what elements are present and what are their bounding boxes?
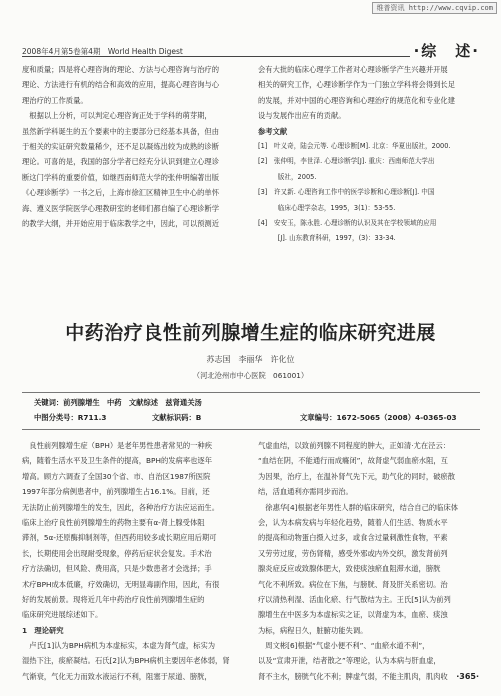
reference-item: [3] 许又新. 心理咨询工作中的医学诊断和心理诊断[J]. 中国 <box>258 188 435 197</box>
text-line: 海、遵义医学院医学心理教研室的老师们都自编了心理诊断学 <box>22 203 220 213</box>
text-line: 《心理诊断学》一书之后，上海市徐汇区精神卫生中心的单怀 <box>22 188 220 198</box>
article-left-column <box>22 438 244 684</box>
text-line: 术疗BPH成本低廉，疗效确切，无明显毒副作用，因此，有很 <box>22 579 220 589</box>
header-section-label: ·综 述· <box>413 42 480 60</box>
text-line: 长，长期使用会出现耐受现象，停药后症状会复发。手术治 <box>22 548 212 558</box>
clc-number: 中图分类号：R711.3 <box>34 413 107 422</box>
text-line: 临床研究进展综述如下。 <box>22 610 103 620</box>
text-line: 气化不利所致。病位在下焦，与膀胱、肾及肝关系密切。治 <box>258 579 448 589</box>
text-line: 良性前列腺增生症（BPH）是老年男性患者常见的一种疾 <box>22 441 213 450</box>
text-line: 根据以上分析，可以判定心理咨询正处于学科的萌芽期， <box>22 111 212 121</box>
text-line: 为标，病程日久，脏腑功能失调。 <box>258 625 368 635</box>
text-line: 断这门学科的重要价值，如继西南师范大学的张仲明编著出版 <box>22 172 220 182</box>
text-line: 度和质量；四是将心理咨询的理论、方法与心理咨询与治疗的 <box>22 65 220 74</box>
article-keywords: 关键词：前列腺增生 中药 文献综述 兹肾通关汤 <box>34 398 202 407</box>
text-line: 腺增生在中医多为本虚标实之证，以肾虚为本，血瘀、痰浊 <box>258 610 448 620</box>
header-rule <box>22 56 410 57</box>
reference-item: [1] 叶义奇，陆会元等. 心理诊断[M]. 北京：华夏出版社，2000. <box>258 141 451 150</box>
article-authors: 苏志国 李丽华 许化位 <box>206 355 295 364</box>
text-line: 结，活血通利亦需同步而治。 <box>258 487 353 497</box>
text-line: 增高。顾方六调查了全国30个省、市、自治区1987所医院 <box>22 471 211 481</box>
text-line: 设与发展作出应有的贡献。 <box>258 111 346 121</box>
text-line: 肾不主水，膀胱气化不利；脾虚气弱，不能主肌肉，肌肉收 <box>258 671 448 681</box>
text-line: 无法防止前列腺增生的发生，因此，各种治疗方法应运而生。 <box>22 502 220 512</box>
text-line: 会有大批的临床心理学工作者对心理诊断学产生兴趣并开展 <box>258 65 448 74</box>
text-line: 湿热下注，痰瘀凝结。石氏[2]认为BPH病机主要因年老体弱，肾 <box>22 656 230 666</box>
header-journal-info: 2008年4月第5卷第4期 World Health Digest <box>22 47 183 56</box>
article-right-column <box>258 438 480 684</box>
text-line: 滞剂，5α-还原酶抑制剂等，但西药用较多或长期应用后期可 <box>22 533 217 543</box>
text-line: 的教学大纲，并开始应用于临床教学之中，因此，可以预测近 <box>22 218 220 228</box>
text-line: 疗以清热利湿、活血化瘀、行气散结为主。王氏[5]认为前列 <box>258 594 451 604</box>
text-line: 疗方法确切，但风险、费用高，只是少数患者才会选择；手 <box>22 564 212 574</box>
text-line: 为因果，治疗上，在温补肾气先下元，助气化的同时，破瘀散 <box>258 471 456 481</box>
running-header <box>22 44 480 58</box>
reference-item: [4] 安安玉，陈永胜. 心理诊断的认识及其在学校领域的应用 <box>258 218 437 227</box>
text-line: 1997年部分病例患者中，前列腺增生占16.1%。目前，还 <box>22 487 210 497</box>
text-line: 徐惠华[4]根据老年男性人群的临床研究，结合自己的临床体 <box>258 502 459 512</box>
reference-item: 临床心理学杂志，1995，3(1)：53-55. <box>258 203 396 212</box>
text-line: 的提高和动物蛋白摄入过多，或食含过量刺激性食物，平素 <box>258 533 448 543</box>
article-title: 中药治疗良性前列腺增生症的临床研究进展 <box>65 322 436 344</box>
article-number: 文章编号：1672-5065（2008）4-0365-03 <box>300 413 457 422</box>
section-heading: 1 理论研究 <box>22 625 64 635</box>
text-line: 又劳劳过度，劳伤肾精，感受外邪或内外交织，激发肾前列 <box>258 548 448 558</box>
reference-item: [J]. 山东教育科研，1997，(3)：33-34. <box>258 234 396 243</box>
text-line: 腺炎症反应或致腺体肥大，致使痰浊瘀血阻滞水道，膀胱 <box>258 564 441 574</box>
text-line: 气虚血结，以致前列腺不同程度的肿大，正如清·尤在泾云： <box>258 441 451 450</box>
reference-item: [2] 张仲明，李世泽. 心理诊断学[J]. 重庆：西南师范大学出 <box>258 157 435 166</box>
source-stamp: 维普资讯 http://www.cqvip.com <box>372 2 497 14</box>
text-line: 理论、方法进行有机的结合和高效的应用，提高心理咨询与心 <box>22 80 220 90</box>
text-line: “血结在阴，不能通行而成癃闭”，故肾虚气弱血瘀水阻，互 <box>258 456 448 466</box>
text-line: 理论。可喜的是，我国的部分学者已经充分认识到建立心理诊 <box>22 157 220 167</box>
text-line: 虽然新学科诞生的五个要素中的主要部分已经基本具备，但由 <box>22 126 220 136</box>
text-line: 卢氏[1]认为BPH病机为本虚标实，本虚为肾气虚，标实为 <box>22 641 216 651</box>
text-line: 好的发展前景。现将近几年中药治疗良性前列腺增生症的 <box>22 594 205 604</box>
document-code: 文献标识码：B <box>152 413 202 422</box>
keywords-top-rule <box>22 392 480 393</box>
previous-article-right-column <box>258 62 480 247</box>
previous-article-left-column <box>22 62 244 231</box>
references-heading: 参考文献 <box>258 126 288 136</box>
text-line: 气渐衰，气化无力而致水液运行不利，阻塞于尿道、膀胱， <box>22 671 212 681</box>
keywords-bottom-rule <box>22 429 480 430</box>
article-affiliation: （河北沧州市中心医院 061001） <box>192 371 309 380</box>
text-line: 的发展，并对中国的心理咨询和心理治疗的规范化和专业化建 <box>258 95 456 105</box>
reference-item: 版社，2005. <box>258 172 317 181</box>
text-line: 理治疗的工作质量。 <box>22 95 88 105</box>
page-number: ·365· <box>456 672 479 681</box>
text-line: 于相关的实证研究数量稀少，还不足以凝炼出较为成熟的诊断 <box>22 141 220 151</box>
text-line: 病，随着生活水平及卫生条件的提高，BPH的发病率也逐年 <box>22 456 213 466</box>
text-line: 以及“宣肃开泄，结者散之”等理论，认为本病与肝血虚， <box>258 656 441 666</box>
text-line: 相关的研究工作，心理诊断学作为一门独立学科将会得到长足 <box>258 80 456 90</box>
text-line: 临床上治疗良性前列腺增生的药物主要有α-肾上腺受体阻 <box>22 517 205 527</box>
text-line: 周文彬[6]根据“气虚小便不利”、“血瘀水道不利”， <box>258 641 430 651</box>
text-line: 会，认为本病发病与年轻化趋势，随着人们生活、物质水平 <box>258 517 448 527</box>
